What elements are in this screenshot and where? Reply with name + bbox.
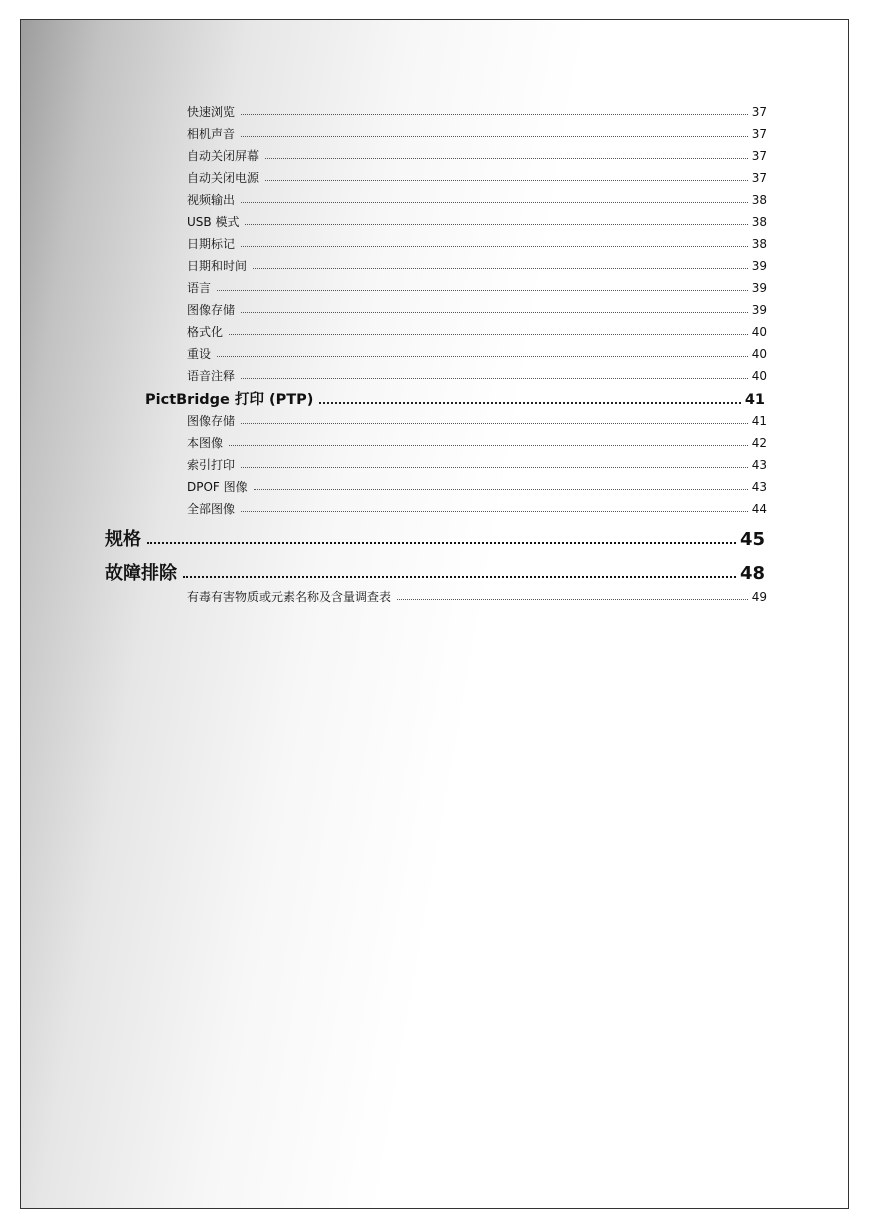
table-of-contents (21, 20, 848, 1208)
toc-entry-title: 全部图像 (187, 502, 236, 516)
dot-leader (217, 290, 748, 291)
toc-entry-page: 38 (751, 237, 767, 251)
toc-entry-camera-sound[interactable] (187, 125, 767, 143)
toc-entry-page: 37 (751, 171, 767, 185)
toc-entry-hazardous-substances-table[interactable] (187, 588, 767, 606)
toc-entry-page: 40 (751, 347, 767, 361)
toc-entry-title: 自动关闭电源 (187, 171, 260, 185)
toc-entry-title: 本图像 (187, 436, 224, 450)
toc-entry-page: 43 (751, 480, 767, 494)
toc-entry-page: 37 (751, 127, 767, 141)
toc-entry-this-image[interactable] (187, 434, 767, 452)
toc-entry-reset[interactable] (187, 345, 767, 363)
toc-entry-title: 日期和时间 (187, 259, 248, 273)
toc-entry-all-images[interactable] (187, 500, 767, 518)
toc-entry-image-storage[interactable] (187, 301, 767, 319)
document-page (20, 19, 849, 1209)
toc-entry-page: 41 (751, 414, 767, 428)
toc-entry-title: DPOF 图像 (187, 480, 248, 494)
toc-entry-title: 语音注释 (187, 369, 236, 383)
toc-entry-date-stamp[interactable] (187, 235, 767, 253)
dot-leader (241, 423, 748, 424)
dot-leader (183, 576, 736, 578)
dot-leader (229, 445, 748, 446)
toc-entry-page: 37 (751, 149, 767, 163)
toc-entry-auto-screen-off[interactable] (187, 147, 767, 165)
dot-leader (229, 334, 748, 335)
toc-entry-title: 规格 (105, 529, 141, 550)
toc-entry-date-time[interactable] (187, 257, 767, 275)
toc-entry-title: 相机声音 (187, 127, 236, 141)
toc-entry-title: USB 模式 (187, 215, 240, 229)
toc-entry-title: 图像存储 (187, 414, 236, 428)
dot-leader (241, 378, 748, 379)
toc-entry-usb-mode[interactable] (187, 213, 767, 231)
toc-entry-title: 图像存储 (187, 303, 236, 317)
toc-entry-title: 故障排除 (105, 563, 177, 584)
toc-entry-title: 快速浏览 (187, 105, 236, 119)
toc-entry-title: 自动关闭屏幕 (187, 149, 260, 163)
toc-entry-title: PictBridge 打印 (PTP) (145, 392, 314, 408)
dot-leader (241, 312, 748, 313)
toc-entry-auto-power-off[interactable] (187, 169, 767, 187)
toc-entry-image-storage-2[interactable] (187, 412, 767, 430)
toc-entry-title: 索引打印 (187, 458, 236, 472)
toc-entry-title: 有毒有害物质或元素名称及含量调查表 (187, 590, 392, 604)
dot-leader (241, 114, 748, 115)
toc-entry-title: 格式化 (187, 325, 224, 339)
toc-entry-page: 42 (751, 436, 767, 450)
toc-entry-page: 40 (751, 369, 767, 383)
dot-leader (241, 246, 748, 247)
dot-leader (241, 202, 748, 203)
dot-leader (147, 542, 736, 544)
toc-entry-video-out[interactable] (187, 191, 767, 209)
toc-entry-page: 45 (739, 529, 765, 550)
dot-leader (265, 180, 748, 181)
toc-entry-page: 40 (751, 325, 767, 339)
dot-leader (254, 489, 748, 490)
toc-entry-page: 39 (751, 259, 767, 273)
toc-entry-page: 38 (751, 215, 767, 229)
toc-entry-page: 38 (751, 193, 767, 207)
toc-entry-pictbridge-print[interactable] (145, 388, 765, 410)
toc-entry-specifications[interactable] (105, 525, 765, 551)
dot-leader (217, 356, 748, 357)
toc-entry-troubleshooting[interactable] (105, 559, 765, 585)
toc-entry-page: 39 (751, 303, 767, 317)
toc-entry-page: 43 (751, 458, 767, 472)
toc-entry-page: 44 (751, 502, 767, 516)
dot-leader (241, 511, 748, 512)
toc-entry-title: 重设 (187, 347, 212, 361)
dot-leader (397, 599, 748, 600)
toc-entry-page: 37 (751, 105, 767, 119)
toc-entry-dpof-image[interactable] (187, 478, 767, 496)
dot-leader (253, 268, 748, 269)
toc-entry-quick-view[interactable] (187, 103, 767, 121)
dot-leader (241, 467, 748, 468)
toc-entry-page: 49 (751, 590, 767, 604)
toc-entry-format[interactable] (187, 323, 767, 341)
toc-entry-page: 41 (744, 392, 765, 408)
toc-entry-language[interactable] (187, 279, 767, 297)
toc-entry-voice-memo[interactable] (187, 367, 767, 385)
toc-entry-title: 语言 (187, 281, 212, 295)
dot-leader (319, 402, 740, 404)
dot-leader (245, 224, 747, 225)
toc-entry-page: 48 (739, 563, 765, 584)
dot-leader (265, 158, 748, 159)
toc-entry-index-print[interactable] (187, 456, 767, 474)
toc-entry-page: 39 (751, 281, 767, 295)
toc-entry-title: 视频输出 (187, 193, 236, 207)
toc-entry-title: 日期标记 (187, 237, 236, 251)
dot-leader (241, 136, 748, 137)
